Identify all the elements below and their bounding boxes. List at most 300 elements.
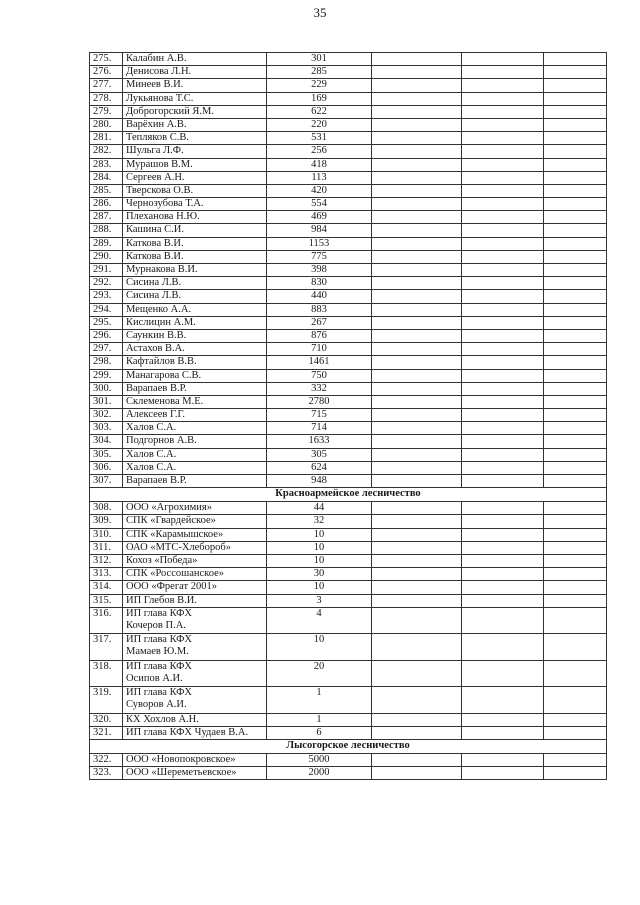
table-row bbox=[90, 145, 607, 158]
holder-name-cell bbox=[123, 316, 267, 329]
empty-cell bbox=[462, 515, 544, 528]
value-cell: 220 bbox=[267, 118, 372, 131]
table-row bbox=[90, 118, 607, 131]
row-number: 280. bbox=[90, 118, 123, 131]
holder-name: ИП глава КФХ bbox=[126, 687, 192, 699]
empty-cell bbox=[544, 767, 607, 780]
table-row bbox=[90, 369, 607, 382]
value-cell: 10 bbox=[267, 581, 372, 594]
table-row bbox=[90, 66, 607, 79]
value-cell: 830 bbox=[267, 277, 372, 290]
table-row bbox=[90, 767, 607, 780]
value-cell: 715 bbox=[267, 409, 372, 422]
holder-name: СПК «Карамышское» bbox=[126, 528, 224, 540]
value-cell: 44 bbox=[267, 502, 372, 515]
holder-name-cell bbox=[123, 53, 267, 66]
holder-name-cell bbox=[123, 726, 267, 739]
holder-name: Халов С.А. bbox=[126, 422, 177, 434]
empty-cell bbox=[372, 198, 462, 211]
holder-name-cell bbox=[123, 277, 267, 290]
empty-cell bbox=[462, 92, 544, 105]
empty-cell bbox=[462, 568, 544, 581]
empty-cell bbox=[462, 369, 544, 382]
holder-name: Кашина С.И. bbox=[126, 224, 184, 236]
empty-cell bbox=[372, 66, 462, 79]
empty-cell bbox=[462, 475, 544, 488]
empty-cell bbox=[372, 132, 462, 145]
empty-cell bbox=[462, 53, 544, 66]
empty-cell bbox=[372, 607, 462, 634]
empty-cell bbox=[372, 581, 462, 594]
table-row bbox=[90, 409, 607, 422]
empty-cell bbox=[462, 198, 544, 211]
empty-cell bbox=[462, 105, 544, 118]
table-row bbox=[90, 382, 607, 395]
empty-cell bbox=[544, 409, 607, 422]
holder-name-cell bbox=[123, 528, 267, 541]
value-cell: 984 bbox=[267, 224, 372, 237]
holder-name: Варёхин А.В. bbox=[126, 118, 187, 130]
value-cell: 876 bbox=[267, 329, 372, 342]
holder-name-cell bbox=[123, 767, 267, 780]
holder-name: ОАО «МТС-Хлебороб» bbox=[126, 541, 231, 553]
holder-name-cell bbox=[123, 382, 267, 395]
table-row bbox=[90, 158, 607, 171]
holder-name: Халов С.А. bbox=[126, 461, 177, 473]
holder-name: Тепляков С.В. bbox=[126, 132, 190, 144]
table-row bbox=[90, 528, 607, 541]
value-cell: 418 bbox=[267, 158, 372, 171]
holder-name: КХ Хохлов А.Н. bbox=[126, 713, 199, 725]
value-cell: 285 bbox=[267, 66, 372, 79]
empty-cell bbox=[372, 754, 462, 767]
empty-cell bbox=[372, 660, 462, 687]
empty-cell bbox=[462, 329, 544, 342]
empty-cell bbox=[462, 594, 544, 607]
row-number: 278. bbox=[90, 92, 123, 105]
value-cell: 469 bbox=[267, 211, 372, 224]
empty-cell bbox=[544, 237, 607, 250]
value-cell: 32 bbox=[267, 515, 372, 528]
row-number: 283. bbox=[90, 158, 123, 171]
empty-cell bbox=[544, 277, 607, 290]
value-cell: 30 bbox=[267, 568, 372, 581]
holder-name: Астахов В.А. bbox=[126, 343, 185, 355]
empty-cell bbox=[372, 303, 462, 316]
empty-cell bbox=[544, 184, 607, 197]
empty-cell bbox=[372, 79, 462, 92]
empty-cell bbox=[544, 343, 607, 356]
empty-cell bbox=[372, 211, 462, 224]
table-row bbox=[90, 554, 607, 567]
holder-name: Плеханова Н.Ю. bbox=[126, 211, 200, 223]
empty-cell bbox=[544, 198, 607, 211]
holder-name: Подгорнов А.В. bbox=[126, 435, 197, 447]
empty-cell bbox=[462, 726, 544, 739]
row-number: 310. bbox=[90, 528, 123, 541]
table-row bbox=[90, 53, 607, 66]
holder-name: Варапаев В.Р. bbox=[126, 382, 187, 394]
empty-cell bbox=[372, 92, 462, 105]
empty-cell bbox=[544, 118, 607, 131]
allocation-table bbox=[89, 52, 607, 780]
table-row bbox=[90, 132, 607, 145]
value-cell: 1 bbox=[267, 713, 372, 726]
row-number: 305. bbox=[90, 448, 123, 461]
table-row bbox=[90, 448, 607, 461]
holder-name-cell bbox=[123, 515, 267, 528]
holder-name-cell bbox=[123, 237, 267, 250]
holder-name: Осипов А.И. bbox=[126, 672, 183, 684]
empty-cell bbox=[544, 754, 607, 767]
empty-cell bbox=[462, 502, 544, 515]
value-cell: 948 bbox=[267, 475, 372, 488]
holder-name-cell bbox=[123, 224, 267, 237]
holder-name: Мамаев Ю.М. bbox=[126, 646, 189, 658]
value-cell: 622 bbox=[267, 105, 372, 118]
empty-cell bbox=[372, 105, 462, 118]
holder-name-cell bbox=[123, 409, 267, 422]
empty-cell bbox=[544, 528, 607, 541]
table-row bbox=[90, 356, 607, 369]
holder-name-cell bbox=[123, 435, 267, 448]
row-number: 289. bbox=[90, 237, 123, 250]
table-row bbox=[90, 726, 607, 739]
holder-name: Халов С.А. bbox=[126, 448, 177, 460]
row-number: 277. bbox=[90, 79, 123, 92]
empty-cell bbox=[462, 581, 544, 594]
holder-name-cell bbox=[123, 290, 267, 303]
row-number: 304. bbox=[90, 435, 123, 448]
section-header-row bbox=[90, 740, 607, 754]
empty-cell bbox=[544, 105, 607, 118]
row-number: 306. bbox=[90, 461, 123, 474]
empty-cell bbox=[462, 290, 544, 303]
empty-cell bbox=[544, 634, 607, 661]
empty-cell bbox=[544, 594, 607, 607]
holder-name-cell bbox=[123, 687, 267, 714]
empty-cell bbox=[372, 422, 462, 435]
empty-cell bbox=[372, 502, 462, 515]
empty-cell bbox=[544, 171, 607, 184]
table-row bbox=[90, 264, 607, 277]
row-number: 319. bbox=[90, 687, 123, 714]
empty-cell bbox=[544, 211, 607, 224]
holder-name: Кафтайлов В.В. bbox=[126, 356, 197, 368]
table-row bbox=[90, 329, 607, 342]
empty-cell bbox=[372, 554, 462, 567]
row-number: 298. bbox=[90, 356, 123, 369]
row-number: 315. bbox=[90, 594, 123, 607]
empty-cell bbox=[462, 145, 544, 158]
empty-cell bbox=[462, 409, 544, 422]
holder-name-cell bbox=[123, 211, 267, 224]
table-row bbox=[90, 171, 607, 184]
empty-cell bbox=[372, 568, 462, 581]
value-cell: 6 bbox=[267, 726, 372, 739]
holder-name: Кочеров П.А. bbox=[126, 619, 186, 631]
table-row bbox=[90, 316, 607, 329]
empty-cell bbox=[544, 726, 607, 739]
empty-cell bbox=[462, 382, 544, 395]
table-row bbox=[90, 594, 607, 607]
holder-name-cell bbox=[123, 660, 267, 687]
row-number: 314. bbox=[90, 581, 123, 594]
empty-cell bbox=[372, 475, 462, 488]
holder-name-cell bbox=[123, 713, 267, 726]
row-number: 295. bbox=[90, 316, 123, 329]
empty-cell bbox=[462, 264, 544, 277]
empty-cell bbox=[372, 171, 462, 184]
table-row bbox=[90, 461, 607, 474]
holder-name: СПК «Россошанское» bbox=[126, 568, 225, 580]
value-cell: 554 bbox=[267, 198, 372, 211]
table-row bbox=[90, 515, 607, 528]
row-number: 316. bbox=[90, 607, 123, 634]
value-cell: 1153 bbox=[267, 237, 372, 250]
holder-name-cell bbox=[123, 171, 267, 184]
holder-name: Сисина Л.В. bbox=[126, 290, 182, 302]
row-number: 294. bbox=[90, 303, 123, 316]
holder-name: ИП глава КФХ bbox=[126, 660, 192, 672]
row-number: 282. bbox=[90, 145, 123, 158]
empty-cell bbox=[544, 687, 607, 714]
value-cell: 624 bbox=[267, 461, 372, 474]
value-cell: 398 bbox=[267, 264, 372, 277]
table-row bbox=[90, 713, 607, 726]
holder-name-cell bbox=[123, 369, 267, 382]
empty-cell bbox=[372, 316, 462, 329]
row-number: 311. bbox=[90, 541, 123, 554]
empty-cell bbox=[462, 356, 544, 369]
empty-cell bbox=[372, 184, 462, 197]
empty-cell bbox=[462, 395, 544, 408]
value-cell: 3 bbox=[267, 594, 372, 607]
row-number: 291. bbox=[90, 264, 123, 277]
holder-name: Сергеев А.Н. bbox=[126, 171, 185, 183]
row-number: 287. bbox=[90, 211, 123, 224]
row-number: 320. bbox=[90, 713, 123, 726]
empty-cell bbox=[372, 118, 462, 131]
row-number: 321. bbox=[90, 726, 123, 739]
row-number: 281. bbox=[90, 132, 123, 145]
value-cell: 169 bbox=[267, 92, 372, 105]
holder-name: ООО «Шереметьевское» bbox=[126, 767, 237, 779]
row-number: 293. bbox=[90, 290, 123, 303]
empty-cell bbox=[544, 145, 607, 158]
empty-cell bbox=[462, 250, 544, 263]
table-row bbox=[90, 224, 607, 237]
table-row bbox=[90, 502, 607, 515]
holder-name: ООО «Агрохимия» bbox=[126, 502, 212, 514]
holder-name: Мещенко А.А. bbox=[126, 303, 192, 315]
empty-cell bbox=[462, 118, 544, 131]
empty-cell bbox=[544, 356, 607, 369]
empty-cell bbox=[372, 528, 462, 541]
empty-cell bbox=[544, 382, 607, 395]
empty-cell bbox=[372, 594, 462, 607]
holder-name: Денисова Л.Н. bbox=[126, 66, 192, 78]
table-row bbox=[90, 581, 607, 594]
table-row bbox=[90, 92, 607, 105]
empty-cell bbox=[372, 250, 462, 263]
empty-cell bbox=[544, 53, 607, 66]
empty-cell bbox=[544, 224, 607, 237]
row-number: 309. bbox=[90, 515, 123, 528]
empty-cell bbox=[372, 409, 462, 422]
value-cell: 2780 bbox=[267, 395, 372, 408]
empty-cell bbox=[372, 767, 462, 780]
holder-name-cell bbox=[123, 475, 267, 488]
empty-cell bbox=[462, 303, 544, 316]
empty-cell bbox=[544, 502, 607, 515]
holder-name-cell bbox=[123, 264, 267, 277]
empty-cell bbox=[372, 687, 462, 714]
empty-cell bbox=[372, 343, 462, 356]
holder-name: Доброгорский Я.М. bbox=[126, 105, 215, 117]
holder-name-cell bbox=[123, 568, 267, 581]
holder-name: Сисина Л.В. bbox=[126, 277, 182, 289]
holder-name: ИП глава КФХ Чудаев В.А. bbox=[126, 726, 249, 738]
empty-cell bbox=[462, 66, 544, 79]
empty-cell bbox=[544, 369, 607, 382]
empty-cell bbox=[372, 515, 462, 528]
holder-name: ИП глава КФХ bbox=[126, 634, 192, 646]
value-cell: 5000 bbox=[267, 754, 372, 767]
empty-cell bbox=[544, 607, 607, 634]
empty-cell bbox=[544, 660, 607, 687]
row-number: 307. bbox=[90, 475, 123, 488]
empty-cell bbox=[372, 726, 462, 739]
table-row bbox=[90, 277, 607, 290]
empty-cell bbox=[372, 369, 462, 382]
holder-name-cell bbox=[123, 145, 267, 158]
value-cell: 883 bbox=[267, 303, 372, 316]
table-row bbox=[90, 541, 607, 554]
row-number: 292. bbox=[90, 277, 123, 290]
empty-cell bbox=[372, 329, 462, 342]
empty-cell bbox=[372, 541, 462, 554]
value-cell: 229 bbox=[267, 79, 372, 92]
value-cell: 301 bbox=[267, 53, 372, 66]
section-header-row bbox=[90, 488, 607, 502]
empty-cell bbox=[462, 754, 544, 767]
empty-cell bbox=[544, 554, 607, 567]
row-number: 302. bbox=[90, 409, 123, 422]
empty-cell bbox=[462, 422, 544, 435]
table-row bbox=[90, 754, 607, 767]
page-number: 35 bbox=[313, 5, 327, 20]
empty-cell bbox=[462, 171, 544, 184]
empty-cell bbox=[462, 541, 544, 554]
row-number: 303. bbox=[90, 422, 123, 435]
holder-name-cell bbox=[123, 303, 267, 316]
row-number: 300. bbox=[90, 382, 123, 395]
value-cell: 750 bbox=[267, 369, 372, 382]
value-cell: 10 bbox=[267, 554, 372, 567]
holder-name-cell bbox=[123, 607, 267, 634]
holder-name-cell bbox=[123, 356, 267, 369]
value-cell: 10 bbox=[267, 634, 372, 661]
empty-cell bbox=[372, 53, 462, 66]
holder-name: Шульга Л.Ф. bbox=[126, 145, 184, 157]
table-row bbox=[90, 687, 607, 714]
table-row bbox=[90, 237, 607, 250]
value-cell: 10 bbox=[267, 528, 372, 541]
empty-cell bbox=[544, 132, 607, 145]
row-number: 299. bbox=[90, 369, 123, 382]
holder-name-cell bbox=[123, 594, 267, 607]
empty-cell bbox=[544, 66, 607, 79]
holder-name-cell bbox=[123, 754, 267, 767]
holder-name: Саункин В.В. bbox=[126, 329, 187, 341]
empty-cell bbox=[372, 264, 462, 277]
holder-name-cell bbox=[123, 79, 267, 92]
holder-name: ООО «Фрегат 2001» bbox=[126, 581, 217, 593]
table-body bbox=[90, 53, 607, 780]
holder-name: ООО «Новопокровское» bbox=[126, 754, 236, 766]
empty-cell bbox=[544, 435, 607, 448]
empty-cell bbox=[462, 461, 544, 474]
empty-cell bbox=[544, 303, 607, 316]
empty-cell bbox=[372, 448, 462, 461]
empty-cell bbox=[372, 713, 462, 726]
holder-name-cell bbox=[123, 581, 267, 594]
empty-cell bbox=[544, 461, 607, 474]
holder-name-cell bbox=[123, 634, 267, 661]
row-number: 286. bbox=[90, 198, 123, 211]
empty-cell bbox=[372, 382, 462, 395]
holder-name: Склеменова М.Е. bbox=[126, 395, 204, 407]
empty-cell bbox=[372, 277, 462, 290]
empty-cell bbox=[544, 448, 607, 461]
row-number: 297. bbox=[90, 343, 123, 356]
holder-name-cell bbox=[123, 198, 267, 211]
value-cell: 305 bbox=[267, 448, 372, 461]
holder-name-cell bbox=[123, 118, 267, 131]
empty-cell bbox=[544, 264, 607, 277]
value-cell: 113 bbox=[267, 171, 372, 184]
value-cell: 10 bbox=[267, 541, 372, 554]
table-row bbox=[90, 303, 607, 316]
row-number: 285. bbox=[90, 184, 123, 197]
empty-cell bbox=[462, 277, 544, 290]
holder-name: Мурнакова В.И. bbox=[126, 264, 198, 275]
table-row bbox=[90, 250, 607, 263]
empty-cell bbox=[372, 395, 462, 408]
holder-name-cell bbox=[123, 395, 267, 408]
empty-cell bbox=[544, 475, 607, 488]
holder-name-cell bbox=[123, 184, 267, 197]
empty-cell bbox=[462, 316, 544, 329]
holder-name: Варапаев В.Р. bbox=[126, 475, 187, 486]
holder-name-cell bbox=[123, 554, 267, 567]
value-cell: 4 bbox=[267, 607, 372, 634]
holder-name-cell bbox=[123, 541, 267, 554]
value-cell: 1461 bbox=[267, 356, 372, 369]
table-row bbox=[90, 79, 607, 92]
empty-cell bbox=[372, 290, 462, 303]
holder-name: Минеев В.И. bbox=[126, 79, 184, 91]
holder-name-cell bbox=[123, 158, 267, 171]
table-row bbox=[90, 475, 607, 488]
holder-name-cell bbox=[123, 422, 267, 435]
holder-name: Тверскова О.В. bbox=[126, 184, 194, 196]
row-number: 308. bbox=[90, 502, 123, 515]
empty-cell bbox=[544, 422, 607, 435]
table-row bbox=[90, 568, 607, 581]
empty-cell bbox=[462, 448, 544, 461]
